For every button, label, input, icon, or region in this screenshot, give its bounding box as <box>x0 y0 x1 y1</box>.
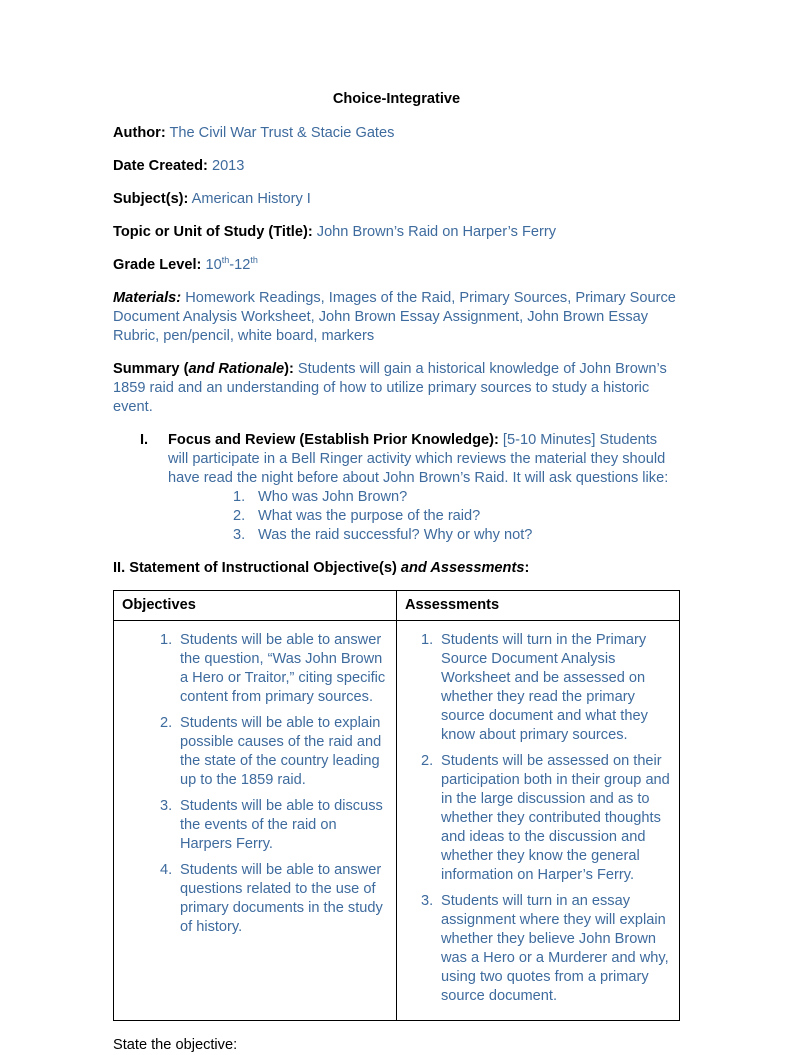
field-topic-value: John Brown’s Raid on Harper’s Ferry <box>316 224 557 240</box>
objectives-cell <box>114 621 397 1021</box>
field-subjects <box>113 190 680 209</box>
assessment-text: Students will be assessed on their participation both in their group and in the large discussion and as to whether they contributed thoughts and ideas to the discussion and whether they know the general information on Harper’s Ferry. <box>441 753 670 883</box>
objective-item <box>160 631 388 707</box>
state-objective-line: State the objective: <box>113 1037 238 1053</box>
objective-number: 2. <box>160 715 173 731</box>
objectives-assessments-table <box>113 590 680 1021</box>
assessment-number: 2. <box>421 753 434 769</box>
table-header-row <box>114 591 680 621</box>
question-text: What was the purpose of the raid? <box>258 508 481 524</box>
question-text: Who was John Brown? <box>258 489 408 505</box>
question-number: 1. <box>233 489 246 505</box>
section-focus-minutes: [5-10 Minutes] <box>502 432 596 448</box>
table-header-assessments: Assessments <box>397 591 680 621</box>
field-author-label: Author: <box>113 125 166 141</box>
assessment-item <box>421 752 671 885</box>
section-focus-body <box>168 431 680 545</box>
field-grade-level-label: Grade Level: <box>113 257 202 273</box>
field-materials-value: Homework Readings, Images of the Raid, Primary Sources, Primary Source Document Analysis Worksheet, John Brown Essay Assignment, John Brown Essay Rubric, pen/pencil, white board, markers <box>113 290 676 344</box>
objective-item <box>160 797 388 854</box>
assessment-text: Students will turn in an essay assignment where they will explain whether they believe John Brown was a Hero or a Murderer and why, using two quotes from a primary source document. <box>441 893 669 1004</box>
field-summary <box>113 360 680 417</box>
field-date-created-value: 2013 <box>211 158 245 174</box>
field-date-created-label: Date Created: <box>113 158 208 174</box>
assessment-number: 1. <box>421 632 434 648</box>
field-author-value: The Civil War Trust & Stacie Gates <box>169 125 395 141</box>
section-focus-text: Students will participate in a Bell Ringer activity which reviews the material they should have read the night before about John Brown’s Raid. It will ask questions like: <box>168 432 669 486</box>
field-summary-label: Summary (and Rationale): <box>113 361 294 377</box>
field-topic <box>113 223 680 242</box>
field-topic-label: Topic or Unit of Study (Title): <box>113 224 313 240</box>
question-text: Was the raid successful? Why or why not? <box>258 527 533 543</box>
objective-number: 4. <box>160 862 173 878</box>
assessments-cell <box>397 621 680 1021</box>
field-materials-label: Materials: <box>113 290 182 306</box>
assessments-list <box>421 631 671 1006</box>
objective-item <box>160 861 388 937</box>
table-body-row <box>114 621 680 1021</box>
section-numeral: I. <box>140 432 149 448</box>
field-summary-value: Students will gain a historical knowledge of John Brown’s 1859 raid and an understanding of how to utilize primary sources to study a historic event. <box>113 361 667 415</box>
ordinal-superscript: th <box>221 255 230 266</box>
field-subjects-label: Subject(s): <box>113 191 189 207</box>
objective-text: Students will be able to explain possible causes of the raid and the state of the country leading up to the 1859 raid. <box>180 715 382 788</box>
question-item <box>233 488 680 507</box>
section-focus-and-review <box>140 431 680 545</box>
objective-item <box>160 714 388 790</box>
assessment-item <box>421 631 671 745</box>
objective-text: Students will be able to discuss the events of the raid on Harpers Ferry. <box>180 798 383 852</box>
field-grade-level-value: 10th-12th <box>205 255 258 273</box>
assessment-item <box>421 892 671 1006</box>
field-author <box>113 124 680 143</box>
field-materials <box>113 289 680 346</box>
ordinal-superscript: th <box>250 255 258 266</box>
question-number: 2. <box>233 508 246 524</box>
assessment-text: Students will turn in the Primary Source Document Analysis Worksheet and be assessed on whether they read the primary source document and what they know about primary sources. <box>441 632 648 743</box>
document-title: Choice-Integrative <box>332 91 461 107</box>
question-number: 3. <box>233 527 246 543</box>
bell-ringer-question-list <box>233 488 680 545</box>
section-statement-heading: II. Statement of Instructional Objective(s) and Assessments: <box>113 560 530 576</box>
objective-text: Students will be able to answer the question, “Was John Brown a Hero or Traitor,” citing specific content from primary sources. <box>180 632 386 705</box>
objectives-list <box>160 631 388 937</box>
objective-text: Students will be able to answer questions related to the use of primary documents in the study of history. <box>180 862 383 935</box>
objective-number: 1. <box>160 632 173 648</box>
table-header-objectives: Objectives <box>114 591 397 621</box>
question-item <box>233 507 680 526</box>
field-date-created <box>113 157 680 176</box>
field-subjects-value: American History I <box>191 191 311 207</box>
question-item <box>233 526 680 545</box>
objective-number: 3. <box>160 798 173 814</box>
field-grade-level <box>113 256 680 275</box>
section-focus-heading: Focus and Review (Establish Prior Knowledge): <box>168 432 499 448</box>
assessment-number: 3. <box>421 893 434 909</box>
